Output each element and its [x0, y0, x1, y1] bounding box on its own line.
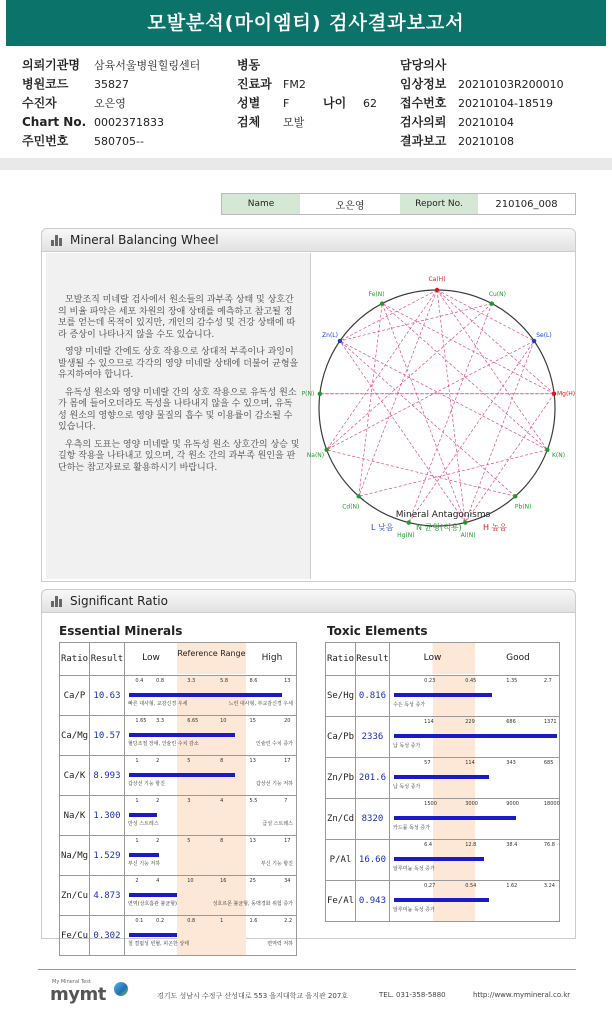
ratio-name: P/Al: [326, 840, 356, 881]
wheel-label: Fe(N): [368, 290, 385, 298]
ratio-name: Se/Hg: [326, 676, 356, 717]
examinee-label: 수진자: [22, 96, 57, 110]
wheel-node: [552, 392, 556, 396]
wheel-node: [463, 520, 467, 524]
dept-value: FM2: [283, 78, 306, 91]
ratio-result: 201.6: [355, 758, 389, 799]
antagonism-line: [340, 304, 492, 341]
col-result: Result: [355, 643, 389, 676]
tick-label: 8: [220, 838, 224, 844]
examinee-value: 오은영: [94, 97, 126, 110]
note-low: 혈당조절 장애, 인슐린 수치 감소: [127, 741, 199, 747]
col-ratio: Ratio: [326, 643, 356, 676]
tick-label: 1.6: [249, 918, 258, 924]
note-low: 만성 스트레스: [127, 821, 159, 827]
wheel-node: [324, 448, 328, 452]
ratio-bar: [129, 933, 177, 937]
chart-no-label: Chart No.: [22, 115, 87, 129]
antagonism-line: [465, 341, 534, 523]
note-low: 알루미늄 독성 증가: [392, 907, 435, 914]
tick-label: 5: [187, 838, 191, 844]
wheel-label: Ca(H): [428, 276, 446, 283]
ratio-row: [326, 676, 560, 717]
note-low: 카드뮴 독성 증가: [392, 825, 430, 832]
tick-label: 1: [135, 838, 139, 844]
wheel-node: [357, 494, 361, 498]
wheel-label: Na(N): [306, 452, 325, 460]
tick-label: 2: [135, 878, 139, 884]
ratio-row: [60, 676, 297, 716]
antagonism-line: [327, 304, 492, 450]
tick-label: 57: [424, 760, 431, 766]
tick-label: 20: [284, 718, 291, 724]
antagonism-line: [382, 304, 465, 523]
tick-label: 2: [156, 798, 160, 804]
note-low: 납 독성 증가: [392, 784, 421, 791]
tick-label: 0.8: [187, 918, 196, 924]
report-date-label: 결과보고: [400, 134, 447, 148]
ratio-result: 8320: [355, 799, 389, 840]
tick-label: 229: [465, 719, 475, 725]
tick-label: 25: [249, 878, 256, 884]
wheel-label: Se(L): [536, 332, 552, 340]
ratio-row: [60, 916, 297, 956]
tick-label: 13: [249, 838, 256, 844]
wheel-circle: [319, 290, 555, 526]
note-high: 느린 대사형, 부교감신경 우세: [228, 701, 293, 707]
tick-label: 6.4: [424, 842, 433, 848]
ratio-graph: [389, 676, 559, 717]
wheel-title: Mineral Antagonisms: [395, 510, 491, 520]
wheel-section-header: [41, 228, 576, 252]
ratio-row: [60, 836, 297, 876]
tick-label: 114: [424, 719, 434, 725]
wheel-section-title: Mineral Balancing Wheel: [70, 233, 219, 247]
ratio-row: [60, 716, 297, 756]
note-low: 수은 독성 증가: [392, 702, 426, 709]
ratio-name: Na/K: [60, 796, 90, 836]
note-low: 갑상선 기능 항진: [127, 781, 165, 787]
tick-label: 18000: [543, 801, 560, 807]
tick-label: 1: [135, 758, 139, 764]
wheel-node: [318, 392, 322, 396]
ratio-row: [60, 796, 297, 836]
ratio-bar: [129, 853, 159, 857]
tick-label: 5.5: [249, 798, 258, 804]
report-title: 모발분석(마이엠티) 검사결과보고서: [0, 0, 612, 46]
sex-label: 성별: [237, 96, 261, 110]
note-low: 부신 기능 저하: [127, 861, 161, 867]
divider-band: [0, 158, 612, 170]
tick-label: 2: [156, 758, 160, 764]
tick-label: 1500: [424, 801, 437, 807]
ratio-section-title: Significant Ratio: [70, 594, 168, 608]
chart-no-value: 0002371833: [94, 116, 164, 129]
tick-label: 1.35: [506, 678, 518, 684]
tick-label: 1: [135, 798, 139, 804]
name-value: 오은영: [335, 200, 365, 212]
description-paragraph: 유독성 원소와 영양 미네랄 간의 상호 작용으로 유독성 원소가 몸에 들어오더라도 독성을 나타내지 않을 수 있으며, 유독성 원소의 영향으로 영양 물질의 흡수 및 이용률이 감소될 수 있습니다.: [58, 387, 297, 432]
ratio-name: Ca/P: [60, 676, 90, 716]
ratio-result: 10.63: [89, 676, 124, 716]
resident-no-label: 주민번호: [22, 134, 69, 148]
tick-label: 4: [156, 878, 160, 884]
ratio-row: [326, 758, 560, 799]
tick-label: 1.62: [506, 883, 518, 889]
antagonism-line: [465, 394, 554, 523]
name-row: [221, 193, 576, 215]
wheel-label: Hg(N): [397, 532, 415, 540]
antagonism-line: [359, 304, 382, 497]
wheel-label: Zn(L): [322, 332, 338, 340]
tick-label: 1371: [543, 719, 557, 725]
description-paragraph: 우측의 도표는 영양 미네랄 및 유독성 원소 상호간의 상승 및 길항 작용을 나타내고 있으며, 각 원소 간의 과부족 원인을 판단하는 참고자료로 활용하시기 바랍니다.: [58, 439, 300, 473]
tick-label: 343: [506, 760, 516, 766]
ratio-row: [326, 840, 560, 881]
wheel-node: [545, 448, 549, 452]
wheel-node: [513, 494, 517, 498]
ratio-result: 0.302: [89, 916, 124, 956]
footer: [38, 969, 576, 1005]
ward-label: 병동: [237, 58, 261, 72]
tick-label: 15: [249, 718, 256, 724]
ratio-row: [326, 717, 560, 758]
antagonism-line: [359, 290, 437, 496]
tick-label: 5.8: [220, 678, 229, 684]
ratio-bar: [394, 857, 484, 861]
wheel-label: Mg(H): [556, 390, 576, 398]
description-paragraph: 모발조직 미네랄 검사에서 원소들의 과부족 상태 및 상호간의 비율 파악은 세포 차원의 장애 상태를 예측하고 참고될 정보를 얻는데 목적이 있지만, 개인의 감수성 및 건강 상태에 따라 증상이 나타나지 않을 수도 있습니다.: [58, 295, 296, 340]
info-col-3: [400, 56, 564, 151]
antagonism-line: [327, 341, 534, 450]
ratio-result: 0.816: [355, 676, 389, 717]
col-result: Result: [89, 643, 124, 676]
globe-icon: [114, 982, 128, 996]
request-date-label: 검사의뢰: [400, 115, 447, 129]
tick-label: 0.27: [424, 883, 436, 889]
wheel-label: K(N): [551, 452, 566, 460]
ratio-bar: [129, 733, 235, 737]
wheel-description: [46, 253, 311, 579]
tick-label: 0.23: [424, 678, 436, 684]
hospital-code-label: 병원코드: [22, 77, 69, 91]
age-value: 62: [363, 97, 377, 110]
tick-label: 3000: [465, 801, 478, 807]
specimen-value: 모발: [283, 116, 305, 129]
ratio-result: 4.873: [89, 876, 124, 916]
legend-normal: N 균형(적용): [416, 523, 462, 532]
ratio-bar: [129, 893, 177, 897]
ratio-result: 10.57: [89, 716, 124, 756]
ratio-graph: [124, 756, 296, 796]
tick-label: 13: [284, 678, 291, 684]
note-high: 면역력 저하: [267, 941, 293, 947]
ratio-row: [60, 876, 297, 916]
ratio-bar: [129, 693, 282, 697]
wheel-node: [338, 339, 342, 343]
ratio-row: [326, 881, 560, 922]
wheel-node: [380, 301, 384, 305]
antagonism-line: [359, 450, 548, 496]
specimen-label: 검체: [237, 115, 261, 129]
ratio-graph: [124, 836, 296, 876]
ratio-graph: [124, 676, 296, 716]
institution-value: 삼육서울병원힐링센터: [94, 59, 201, 72]
tick-label: 3.3: [156, 718, 165, 724]
tick-label: 9000: [506, 801, 519, 807]
col-good: Good: [506, 653, 530, 663]
antagonism-line: [327, 290, 437, 450]
ratio-name: Zn/Cu: [60, 876, 90, 916]
description-paragraph: 영양 미네랄 간에도 상호 작용으로 상대적 부족이나 과잉이 발생될 수 있으므로 각각의 영양 미네랄 상태에 더불어 균형을 유지하여야 합니다.: [58, 347, 299, 380]
ratio-bar: [394, 816, 516, 820]
ratio-bar: [394, 693, 492, 697]
col-low: Low: [142, 653, 160, 663]
tick-label: 10: [187, 878, 194, 884]
ratio-name: Ca/Pb: [326, 717, 356, 758]
ratio-name: Fe/Cu: [60, 916, 90, 956]
tick-label: 685: [543, 760, 554, 766]
note-low: 빠른 대사형, 교감신경 우세: [127, 701, 188, 707]
note-low: 면역(상호흡관 불균형): [127, 901, 177, 907]
footer-address: 경기도 성남시 수정구 산성대로 553 을지대학교 을지관 207호: [157, 992, 349, 1000]
wheel-node: [407, 520, 411, 524]
ratio-graph: [389, 758, 559, 799]
tick-label: 2.7: [543, 678, 552, 684]
report-date-value: 20210108: [458, 135, 514, 148]
tick-label: 686: [506, 719, 516, 725]
tick-label: 16: [220, 878, 227, 884]
receipt-no-label: 접수번호: [400, 96, 447, 110]
essential-minerals-title: Essential Minerals: [59, 624, 183, 638]
tick-label: 12.8: [465, 842, 477, 848]
ratio-result: 0.943: [355, 881, 389, 922]
clinical-info-label: 임상정보: [400, 77, 447, 91]
report-no-value: 210106_008: [495, 198, 558, 210]
tick-label: 0.4: [135, 678, 144, 684]
ratio-row: [60, 756, 297, 796]
tick-label: 4: [220, 798, 224, 804]
note-low: 알루미늄 독성 증가: [392, 866, 435, 873]
note-high: 갑상선 기능 저하: [256, 781, 293, 787]
info-col-2: [237, 56, 377, 132]
doctor-label: 담당의사: [400, 58, 447, 72]
footer-tel: TEL. 031-358-5880: [379, 991, 446, 999]
legend-low: L 낮음: [371, 523, 394, 532]
col-reference-range: Reference Range: [177, 643, 246, 674]
tick-label: 0.8: [156, 678, 165, 684]
tick-label: 6.65: [187, 718, 199, 724]
tick-label: 10: [220, 718, 227, 724]
wheel-label: Cu(N): [488, 290, 506, 298]
ratio-name: Zn/Pb: [326, 758, 356, 799]
col-ratio: Ratio: [60, 643, 90, 676]
mineral-wheel: [301, 252, 576, 580]
report-no-label: Report No.: [400, 194, 478, 214]
tick-label: 13: [249, 758, 256, 764]
col-range-header: [389, 643, 559, 676]
col-range-header: [124, 643, 296, 676]
tick-label: 5: [187, 758, 191, 764]
antagonism-line: [382, 304, 554, 394]
note-high: 성호르몬 불균형, 동맥경화 위험 증가: [212, 901, 293, 907]
tick-label: 34: [284, 878, 291, 884]
ratio-name: Fe/Al: [326, 881, 356, 922]
tick-label: 7: [284, 798, 288, 804]
tick-label: 3.3: [187, 678, 196, 684]
wheel-node: [532, 339, 536, 343]
legend-high: H 높음: [483, 523, 508, 532]
ratio-result: 1.300: [89, 796, 124, 836]
ratio-result: 8.993: [89, 756, 124, 796]
ratio-result: 2336: [355, 717, 389, 758]
wheel-label: Al(N): [460, 532, 476, 540]
tick-label: 3: [187, 798, 191, 804]
ratio-name: Na/Mg: [60, 836, 90, 876]
col-high: High: [261, 653, 283, 663]
tick-label: 8: [220, 758, 224, 764]
ratio-name: Ca/Mg: [60, 716, 90, 756]
tick-label: 1.65: [135, 718, 147, 724]
wheel-node: [435, 288, 439, 292]
ratio-section-header: [41, 589, 576, 613]
note-low: 철 결핍성 빈혈, 피곤한 상태: [127, 941, 190, 947]
hospital-code-value: 35827: [94, 78, 129, 91]
note-high: 인슐린 수치 증가: [256, 741, 293, 747]
resident-no-value: 580705--: [94, 135, 144, 148]
tick-label: 17: [284, 758, 291, 764]
dept-label: 진료과: [237, 77, 272, 91]
ratio-bar: [394, 734, 557, 738]
tick-label: 0.54: [465, 883, 477, 889]
tick-label: 8.6: [249, 678, 258, 684]
ratio-graph: [124, 796, 296, 836]
footer-url[interactable]: http://www.mymineral.co.kr: [473, 991, 571, 999]
toxic-elements-table: [325, 642, 560, 922]
receipt-no-value: 20210104-18519: [458, 97, 553, 110]
wheel-label: P(N): [301, 390, 315, 398]
name-label: Name: [222, 194, 300, 214]
ratio-graph: [389, 799, 559, 840]
tick-label: 2.2: [284, 918, 293, 924]
ratio-result: 1.529: [89, 836, 124, 876]
ratio-bar: [394, 898, 489, 902]
ratio-name: Zn/Cd: [326, 799, 356, 840]
ratio-bar: [394, 775, 489, 779]
ratio-graph: [124, 716, 296, 756]
tick-label: 2: [156, 838, 160, 844]
ratio-bar: [129, 813, 157, 817]
ratio-result: 16.60: [355, 840, 389, 881]
wheel-label: Cd(N): [342, 503, 360, 511]
ratio-name: Ca/K: [60, 756, 90, 796]
toxic-elements-title: Toxic Elements: [327, 624, 428, 638]
request-date-value: 20210104: [458, 116, 514, 129]
tick-label: 114: [465, 760, 475, 766]
antagonism-line: [327, 450, 516, 496]
ratio-graph: [389, 717, 559, 758]
tick-label: 1: [220, 918, 224, 924]
institution-label: 의뢰기관명: [22, 58, 80, 72]
wheel-node: [490, 301, 494, 305]
wheel-label: Pb(N): [514, 503, 532, 511]
ratio-graph: [124, 916, 296, 956]
antagonism-line: [340, 290, 437, 341]
antagonism-line: [382, 304, 547, 450]
ratio-graph: [124, 876, 296, 916]
ratio-graph: [389, 881, 559, 922]
info-col-1: [22, 56, 200, 151]
brand-caption: My Mineral Test: [52, 979, 91, 985]
ratio-bar: [129, 773, 235, 777]
tick-label: 17: [284, 838, 291, 844]
col-low: Low: [390, 643, 475, 674]
sex-value: F: [283, 97, 290, 110]
tick-label: 0.45: [465, 678, 477, 684]
clinical-info-value: 20210103R200010: [458, 78, 564, 91]
ratio-row: [326, 799, 560, 840]
tick-label: 0.2: [156, 918, 165, 924]
bar-chart-icon: [51, 596, 64, 607]
note-low: 납 독성 증가: [392, 743, 421, 750]
note-high: 급성 스트레스: [262, 821, 293, 827]
age-label: 나이: [323, 96, 347, 110]
mineral-wheel-diagram: [301, 252, 576, 580]
tick-label: 76.8: [543, 842, 555, 848]
tick-label: 3.24: [543, 883, 555, 889]
note-high: 부신 기능 항진: [260, 861, 293, 867]
ratio-graph: [389, 840, 559, 881]
tick-label: 0.1: [135, 918, 144, 924]
essential-minerals-table: [59, 642, 297, 956]
bar-chart-icon: [51, 235, 64, 246]
tick-label: 38.4: [506, 842, 518, 848]
brand-logo: mymt: [50, 984, 106, 1005]
